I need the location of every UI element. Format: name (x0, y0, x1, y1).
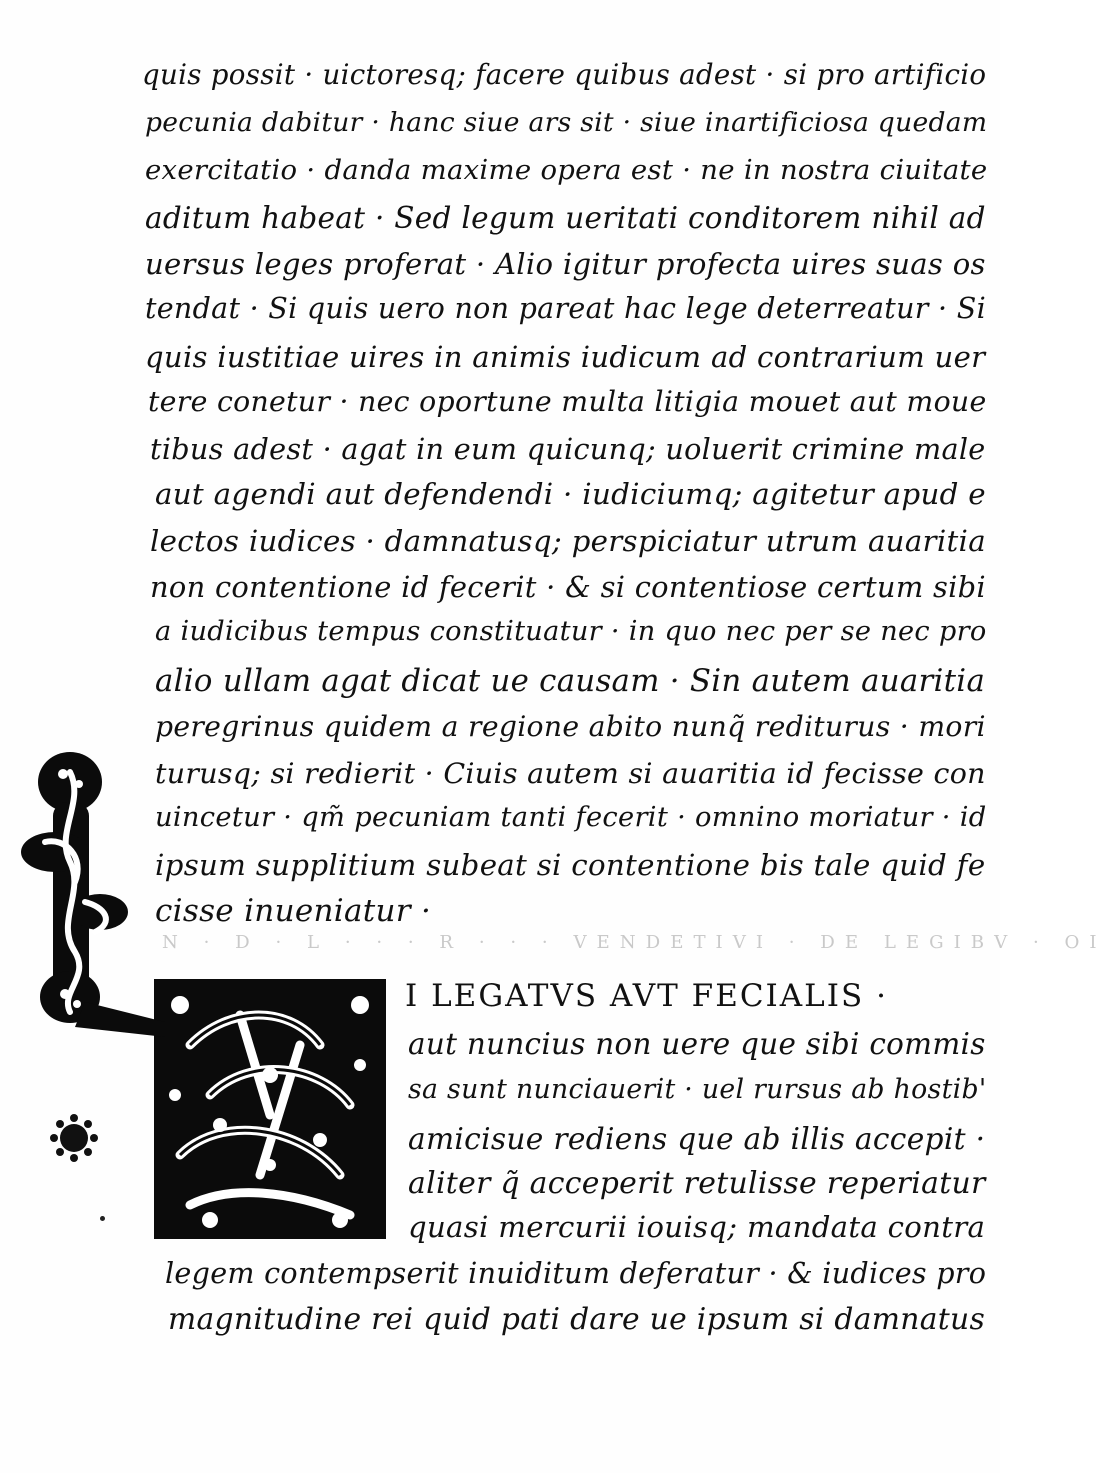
rosette-ornament (48, 1112, 100, 1164)
text-line: quis possit · uictoresq; facere quibus adest · si pro artificio (142, 58, 987, 91)
ink-speck (100, 1216, 105, 1221)
text-line: tibus adest · agat in eum quicunq; uoluerit crimine male (150, 432, 986, 466)
text-line: cisse inueniatur · (155, 893, 432, 929)
text-line: tendat · Si quis uero non pareat hac lege deterreatur · Si (145, 292, 987, 325)
text-line: amicisue rediens que ab illis accepit · (408, 1121, 986, 1156)
text-line: non contentione id fecerit · & si contentiose certum sibi (150, 570, 986, 604)
text-line: quasi mercurii iouisq; mandata contra (408, 1210, 986, 1244)
text-line: sa sunt nunciauerit · uel rursus ab hostib' (408, 1074, 987, 1105)
text-line: uincetur · qm̃ pecuniam tanti fecerit · omnino moriatur · id (155, 802, 987, 833)
text-line: magnitudine rei quid pati dare ue ipsum si damnatus (168, 1302, 986, 1337)
text-line: ipsum supplitium subeat si contentione bis tale quid fe (155, 848, 986, 882)
text-line: uersus leges proferat · Alio igitur profecta uires suas os (145, 247, 986, 281)
text-line: aut agendi aut defendendi · iudiciumq; agitetur apud e (155, 477, 986, 511)
text-line: lectos iudices · damnatusq; perspiciatur utrum auaritia (150, 524, 986, 558)
text-line: tere conetur · nec oportune multa litigia mouet aut moue (148, 385, 987, 418)
text-line: legem contempserit inuiditum deferatur · & iudices pro (165, 1256, 987, 1290)
text-line: alio ullam agat dicat ue causam · Sin autem auaritia (155, 663, 986, 699)
marginal-ornament (15, 742, 165, 1042)
text-line: turusq; si redierit · Ciuis autem si auaritia id fecisse con (155, 757, 986, 790)
rubric-line: N · D · L · · · R · · · VENDETIVI · DE LEGIBV · OI (162, 932, 1107, 953)
text-line: pecunia dabitur · hanc siue ars sit · siue inartificiosa quedam (145, 107, 988, 138)
text-line: exercitatio · danda maxime opera est · ne in nostra ciuitate (145, 155, 988, 186)
text-line: aditum habeat · Sed legum ueritati conditorem nihil ad (145, 201, 986, 235)
text-line: aliter q̃ acceperit retulisse reperiatur (408, 1166, 986, 1201)
section-heading: I LEGATVS AVT FECIALIS · (405, 978, 888, 1014)
text-line: peregrinus quidem a regione abito nunq̃ rediturus · mori (155, 710, 986, 743)
illuminated-initial (150, 975, 390, 1243)
text-line: quis iustitiae uires in animis iudicum ad contrarium uer (145, 340, 986, 374)
text-line: a iudicibus tempus constituatur · in quo nec per se nec pro (155, 616, 987, 647)
text-line: aut nuncius non uere que sibi commis (408, 1027, 986, 1061)
